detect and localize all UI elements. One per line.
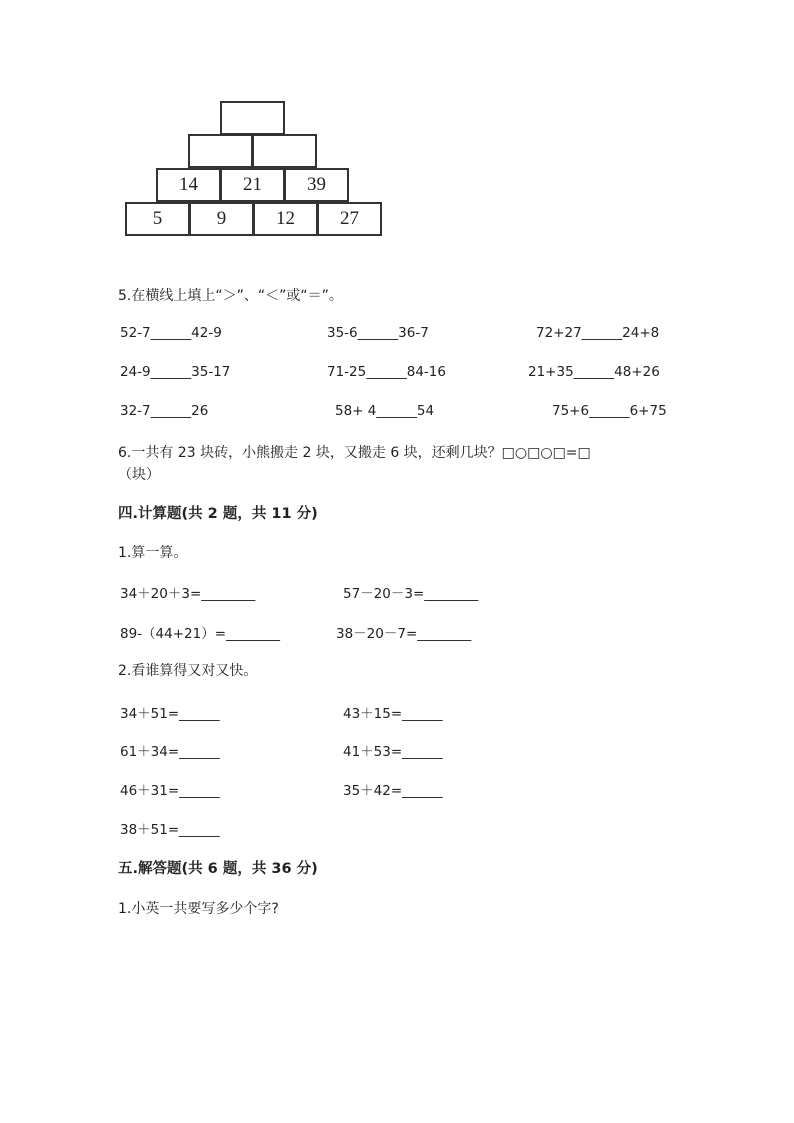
calc-item[interactable]: 41＋53=______ — [343, 744, 443, 760]
question-6-unit: （块） — [118, 467, 160, 483]
comparison-item[interactable]: 21+35______48+26 — [528, 364, 660, 380]
comparison-item[interactable]: 24-9______35-17 — [120, 364, 231, 380]
calc-item[interactable]: 57－20－3=________ — [343, 586, 479, 602]
calc-item[interactable]: 46＋31=______ — [120, 783, 220, 799]
pyramid-cell[interactable] — [252, 134, 317, 168]
calc-item[interactable]: 43＋15=______ — [343, 706, 443, 722]
calc-item[interactable]: 61＋34=______ — [120, 744, 220, 760]
section-5-heading: 五.解答题(共 6 题，共 36 分) — [118, 861, 318, 877]
pyramid-cell[interactable] — [220, 101, 285, 135]
question-6-text: 6.一共有 23 块砖，小熊搬走 2 块，又搬走 6 块，还剩几块？□○□○□=□ — [118, 445, 591, 461]
comparison-item[interactable]: 32-7______26 — [120, 403, 209, 419]
pyramid-cell: 9 — [189, 202, 254, 236]
calc-item[interactable]: 89-（44+21）=________ — [120, 626, 281, 642]
pyramid-cell[interactable] — [188, 134, 253, 168]
pyramid-cell: 14 — [156, 168, 221, 202]
pyramid-cell: 27 — [317, 202, 382, 236]
pyramid-cell: 5 — [125, 202, 190, 236]
calc-item[interactable]: 38－20－7=________ — [336, 626, 472, 642]
calc-item[interactable]: 35＋42=______ — [343, 783, 443, 799]
section-4-question-2-title: 2.看谁算得又对又快。 — [118, 663, 258, 679]
section-4-question-1-title: 1.算一算。 — [118, 545, 188, 561]
comparison-item[interactable]: 52-7______42-9 — [120, 325, 222, 341]
pyramid-cell: 21 — [220, 168, 285, 202]
section-4-heading: 四.计算题(共 2 题，共 11 分) — [118, 506, 318, 522]
comparison-item[interactable]: 58+ 4______54 — [335, 403, 435, 419]
comparison-item[interactable]: 72+27______24+8 — [536, 325, 660, 341]
pyramid-cell: 12 — [253, 202, 318, 236]
calc-item[interactable]: 38＋51=______ — [120, 822, 220, 838]
comparison-item[interactable]: 75+6______6+75 — [552, 403, 667, 419]
calc-item[interactable]: 34＋20＋3=________ — [120, 586, 256, 602]
section-5-question-1: 1.小英一共要写多少个字? — [118, 901, 279, 917]
comparison-item[interactable]: 35-6______36-7 — [327, 325, 429, 341]
calc-item[interactable]: 34＋51=______ — [120, 706, 220, 722]
question-5-title: 5.在横线上填上“＞”、“＜”或“＝”。 — [118, 288, 343, 304]
comparison-item[interactable]: 71-25______84-16 — [327, 364, 446, 380]
pyramid-cell: 39 — [284, 168, 349, 202]
